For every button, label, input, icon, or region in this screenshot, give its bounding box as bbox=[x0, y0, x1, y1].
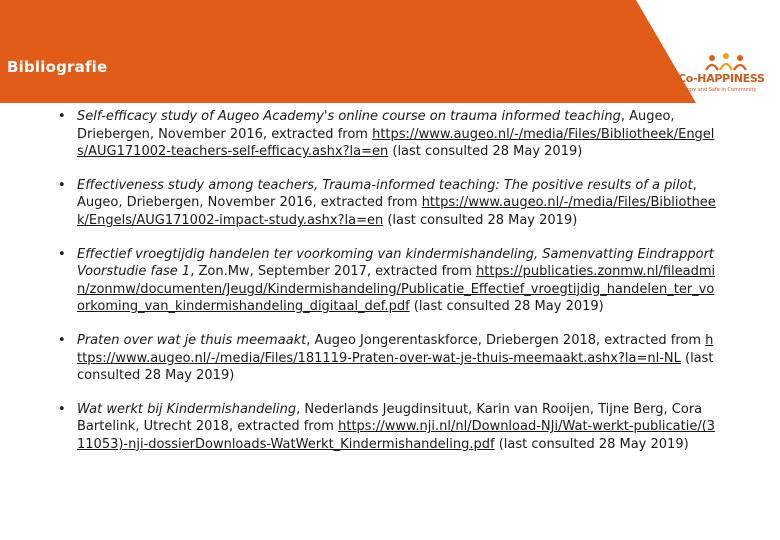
reference-title: Effectief vroegtijdig handelen ter voorkoming van kindermishandeling, Samenvatting Eindrapport Voorstudie fase 1 bbox=[77, 246, 715, 280]
reference-item bbox=[58, 246, 718, 316]
reference-consulted: (last consulted 28 May 2019) bbox=[494, 436, 689, 452]
reference-details: , Augeo, Driebergen, November 2016, extracted from bbox=[77, 177, 697, 211]
reference-item bbox=[58, 401, 718, 454]
reference-details: , Augeo, Driebergen, November 2016, extracted from bbox=[77, 109, 675, 142]
people-logo-icon bbox=[704, 52, 748, 72]
reference-consulted: (last consulted 28 May 2019) bbox=[409, 299, 604, 315]
reference-item bbox=[58, 177, 718, 230]
reference-link[interactable]: https://www.augeo.nl/-/media/Files/Bibliotheek/Engels/AUG171002-teachers-self-efficacy.ashx?la=en bbox=[77, 126, 715, 160]
reference-consulted: (last consulted 28 May 2019) bbox=[388, 144, 583, 160]
reference-list bbox=[58, 108, 718, 470]
reference-title: Effectiveness study among teachers, Trauma-informed teaching: The positive results of a pilot bbox=[77, 177, 693, 193]
reference-details: , Augeo Jongerentaskforce, Driebergen 2018, extracted from bbox=[306, 332, 706, 348]
reference-title: Praten over wat je thuis meemaakt bbox=[77, 332, 307, 348]
logo-tagline: Happy and Safe in Community bbox=[680, 87, 757, 93]
reference-item bbox=[58, 108, 718, 161]
reference-consulted: (last consulted 28 May 2019) bbox=[77, 350, 714, 384]
reference-link[interactable]: https://www.augeo.nl/-/media/Files/Bibliotheek/Engels/AUG171002-impact-study.ashx?la=en bbox=[77, 195, 716, 228]
reference-link[interactable]: https://publicaties.zonmw.nl/fileadmin/zonmw/documenten/Jeugd/Kindermishandeling/Publicatie_Effectief_vroegtijdig_handelen_ter_voorkoming_van_kindermishandeling_digitaal_def.pdf bbox=[77, 264, 716, 315]
reference-details: , Zon.Mw, September 2017, extracted from bbox=[190, 264, 477, 280]
reference-title: Wat werkt bij Kindermishandeling bbox=[77, 401, 297, 417]
reference-title: Self-efficacy study of Augeo Academy's online course on trauma informed teaching bbox=[77, 109, 621, 124]
reference-details: , Nederlands Jeugdinsituut, Karin van Rooijen, Tijne Berg, Cora Bartelink, Utrecht 2018, extracted from bbox=[77, 401, 703, 435]
reference-item bbox=[58, 332, 718, 385]
reference-link[interactable]: https://www.augeo.nl/-/media/Files/181119-Praten-over-wat-je-thuis-meemaakt.ashx?la=nl-NL bbox=[77, 332, 714, 366]
reference-consulted: (last consulted 28 May 2019) bbox=[383, 212, 578, 228]
reference-link[interactable]: https://www.nji.nl/nl/Download-NJi/Wat-werkt-publicatie/(311053)-nji-dossierDownloads-WatWerkt_Kindermishandeling.pdf bbox=[77, 419, 716, 452]
co-happiness-logo bbox=[676, 52, 776, 96]
logo-name: Co-HAPPINESS bbox=[678, 72, 765, 85]
page-title: Bibliografie bbox=[7, 58, 108, 76]
